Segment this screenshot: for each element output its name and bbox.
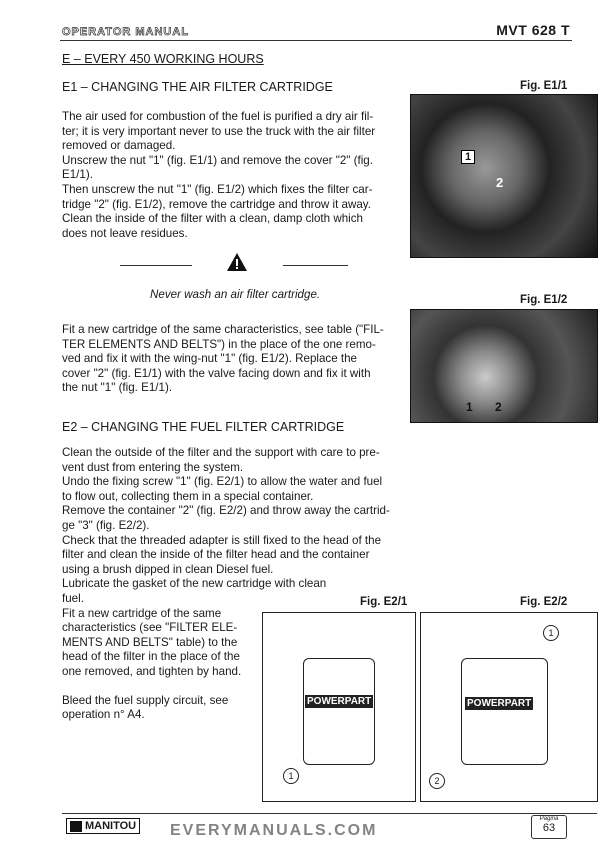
text-line: Remove the container "2" (fig. E2/2) and throw away the cartrid- (62, 504, 390, 518)
callout-2: 2 (429, 773, 445, 789)
callout-1: 1 (283, 768, 299, 784)
text-line: The air used for combustion of the fuel is purified a dry air fil- (62, 110, 374, 123)
text-line: using a brush dipped in clean Diesel fuel. (62, 562, 274, 576)
text-line: ved and fix it with the wing-nut "1" (fig. E1/2). Replace the (62, 352, 358, 366)
warning-rule-left (120, 265, 192, 266)
warning-icon (226, 252, 248, 272)
callout-2: 2 (495, 400, 502, 414)
text-line: Fit a new cartridge of the same (62, 606, 222, 620)
text-line: Fit a new cartridge of the same characteristics, see table ("FIL- (62, 323, 384, 336)
text-line: Clean the inside of the filter with a clean, damp cloth which (62, 212, 363, 226)
watermark: EVERYMANUALS.COM (170, 822, 378, 839)
text-line: E1/1). (62, 168, 93, 182)
text-line: Unscrew the nut "1" (fig. E1/1) and remove the cover "2" (fig. (62, 153, 373, 167)
callout-2: 2 (496, 175, 504, 190)
header-rule (60, 40, 572, 41)
text-line: operation n° A4. (62, 708, 145, 722)
fig-e1-1-label: Fig. E1/1 (520, 80, 568, 92)
text-line: the nut "1" (fig. E1/1). (62, 381, 173, 395)
drawing-fuel-filter-container (420, 612, 598, 802)
manitou-logo (66, 818, 140, 834)
warning-rule-right (283, 265, 348, 266)
e1-paragraph-2 (62, 323, 384, 396)
fig-e2-1-label: Fig. E2/1 (360, 596, 408, 608)
text-line: Bleed the fuel supply circuit, see (62, 693, 229, 707)
section-title: E – EVERY 450 WORKING HOURS (62, 52, 264, 66)
filter-brand-label: POWERPART (307, 696, 372, 707)
photo-air-filter-cover (410, 94, 598, 258)
text-line: does not leave residues. (62, 226, 188, 240)
text-line: TER ELEMENTS AND BELTS") in the place of the one remo- (62, 337, 376, 351)
text-line: ter; it is very important never to use the truck with the air filter (62, 124, 376, 138)
e1-paragraph-1 (62, 110, 375, 241)
drawing-fuel-filter-screw (262, 612, 416, 802)
text-line: head of the filter in the place of the (62, 650, 240, 664)
text-line: Undo the fixing screw "1" (fig. E2/1) to allow the water and fuel (62, 475, 383, 489)
warning-text: Never wash an air filter cartridge. (150, 288, 321, 301)
header-title: OPERATOR MANUAL (62, 26, 190, 38)
logo-mark-icon (70, 821, 82, 832)
text-line: MENTS AND BELTS" table) to the (62, 635, 238, 649)
footer-rule (62, 813, 597, 814)
callout-1: 1 (543, 625, 559, 641)
e2-title: E2 – CHANGING THE FUEL FILTER CARTRIDGE (62, 420, 345, 434)
text-line: cover "2" (fig. E1/1) with the valve facing down and fix it with (62, 366, 371, 380)
callout-1: 1 (466, 400, 473, 414)
text-line: Lubricate the gasket of the new cartridge with clean (62, 577, 327, 591)
filter-outline (461, 658, 548, 765)
text-line: removed or damaged. (62, 139, 176, 153)
fig-e1-2-label: Fig. E1/2 (520, 294, 568, 306)
text-line: vent dust from entering the system. (62, 460, 244, 474)
model-name: MVT 628 T (496, 22, 570, 38)
text-line: to flow out, collecting them in a special container. (62, 489, 314, 503)
text-line: Check that the threaded adapter is still fixed to the head of the (62, 533, 382, 547)
logo-text: MANITOU (85, 820, 137, 832)
page-number-box (531, 815, 567, 839)
page-number: 63 (542, 822, 556, 834)
text-line: ge "3" (fig. E2/2). (62, 518, 150, 532)
page-label: Pagina (539, 816, 559, 822)
text-line: one removed, and tighten by hand. (62, 664, 242, 678)
filter-outline (303, 658, 375, 765)
e1-title: E1 – CHANGING THE AIR FILTER CARTRIDGE (62, 80, 333, 94)
fig-e2-2-label: Fig. E2/2 (520, 596, 568, 608)
filter-brand-label: POWERPART (467, 698, 532, 709)
callout-1: 1 (461, 150, 475, 164)
text-line: fuel. (62, 591, 84, 605)
text-line: Clean the outside of the filter and the support with care to pre- (62, 446, 380, 459)
text-line: characteristics (see "FILTER ELE- (62, 621, 238, 635)
text-line: Then unscrew the nut "1" (fig. E1/2) which fixes the filter car- (62, 182, 373, 196)
text-line: tridge "2" (fig. E1/2), remove the cartridge and throw it away. (62, 197, 371, 211)
text-line: filter and clean the inside of the filter head and the container (62, 548, 370, 562)
photo-air-filter-cartridge (410, 309, 598, 423)
